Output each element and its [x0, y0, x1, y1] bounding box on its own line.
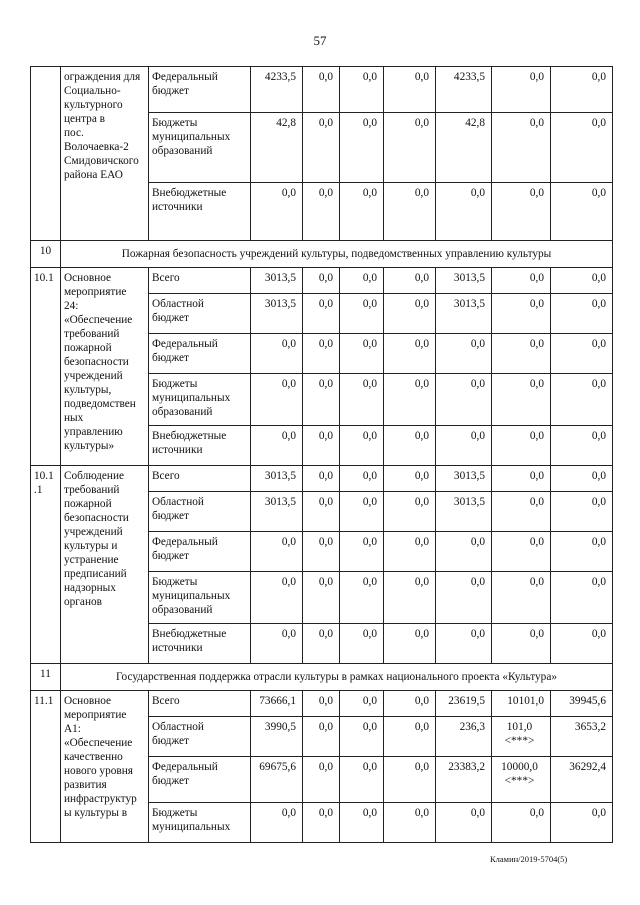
- value-cell: 0,0: [436, 374, 492, 426]
- value-cell: 0,0: [551, 67, 613, 113]
- funding-source-cell: Бюджеты муниципальных образований: [149, 374, 251, 426]
- value-cell: 0,0: [340, 757, 384, 803]
- value-cell: 0,0: [384, 183, 436, 241]
- section-title-cell: Пожарная безопасность учреждений культуры, подведомственных управлению культуры: [61, 241, 613, 268]
- value-cell: 0,0: [551, 334, 613, 374]
- value-cell: 0,0: [384, 67, 436, 113]
- page-number: 57: [313, 33, 327, 48]
- value-cell: 0,0: [251, 572, 303, 624]
- value-cell: 0,0: [303, 757, 340, 803]
- value-cell: 0,0: [436, 803, 492, 843]
- value-cell: 0,0: [551, 532, 613, 572]
- value-cell: 0,0: [340, 532, 384, 572]
- value-cell: 236,3: [436, 717, 492, 757]
- value-cell: 0,0: [303, 334, 340, 374]
- section-row: [31, 664, 613, 691]
- value-cell: 0,0: [384, 492, 436, 532]
- value-cell: 0,0: [303, 268, 340, 294]
- funding-source-cell: Федеральный бюджет: [149, 67, 251, 113]
- value-cell: 23383,2: [436, 757, 492, 803]
- value-cell: 0,0: [303, 492, 340, 532]
- value-cell: 3013,5: [251, 268, 303, 294]
- funding-source-cell: Внебюджетные источники: [149, 183, 251, 241]
- value-cell: 0,0: [492, 624, 551, 664]
- value-cell: 0,0: [551, 183, 613, 241]
- value-cell: 0,0: [551, 572, 613, 624]
- value-cell: 0,0: [303, 466, 340, 492]
- value-cell: 3013,5: [251, 492, 303, 532]
- value-cell: 0,0: [551, 803, 613, 843]
- value-cell: 0,0: [384, 113, 436, 183]
- value-cell: 0,0: [492, 532, 551, 572]
- value-cell: 3013,5: [436, 492, 492, 532]
- value-cell: 39945,6: [551, 691, 613, 717]
- value-cell: 3990,5: [251, 717, 303, 757]
- value-cell: 0,0: [303, 532, 340, 572]
- value-cell: 0,0: [340, 113, 384, 183]
- value-cell: 0,0: [340, 624, 384, 664]
- value-cell: 0,0: [492, 426, 551, 466]
- value-cell: 0,0: [384, 294, 436, 334]
- value-cell: 0,0: [251, 426, 303, 466]
- item-number-cell: 10.1 .1: [31, 466, 61, 664]
- table-row: [31, 67, 613, 113]
- value-cell: 0,0: [551, 624, 613, 664]
- value-cell: 0,0: [384, 374, 436, 426]
- value-cell: 0,0: [303, 183, 340, 241]
- item-number-cell: [31, 67, 61, 241]
- value-cell: 0,0: [551, 268, 613, 294]
- item-title-cell: Основное мероприятие А1: «Обеспечение качественно нового уровня развития инфраструктур ы культуры в: [61, 691, 149, 843]
- value-cell: 3013,5: [251, 294, 303, 334]
- item-number-cell: 10.1: [31, 268, 61, 466]
- value-cell: 0,0: [384, 466, 436, 492]
- value-cell: 0,0: [303, 113, 340, 183]
- value-cell: 0,0: [436, 532, 492, 572]
- value-cell: 0,0: [251, 183, 303, 241]
- value-cell: 0,0: [251, 803, 303, 843]
- funding-source-cell: Всего: [149, 466, 251, 492]
- table-row: [31, 691, 613, 717]
- value-cell: 0,0: [492, 294, 551, 334]
- value-cell: 0,0: [492, 268, 551, 294]
- value-cell: 0,0: [384, 757, 436, 803]
- value-cell: 0,0: [340, 268, 384, 294]
- value-cell: 0,0: [340, 466, 384, 492]
- funding-source-cell: Областной бюджет: [149, 294, 251, 334]
- value-cell: 0,0: [303, 691, 340, 717]
- value-cell: 0,0: [303, 624, 340, 664]
- value-cell: 0,0: [303, 67, 340, 113]
- funding-source-cell: Областной бюджет: [149, 717, 251, 757]
- value-cell: 0,0: [303, 374, 340, 426]
- value-cell: 10000,0 <***>: [492, 757, 551, 803]
- section-title-cell: Государственная поддержка отрасли культуры в рамках национального проекта «Культура»: [61, 664, 613, 691]
- value-cell: 0,0: [384, 803, 436, 843]
- funding-source-cell: Бюджеты муниципальных образований: [149, 572, 251, 624]
- value-cell: 0,0: [384, 426, 436, 466]
- funding-source-cell: Всего: [149, 691, 251, 717]
- value-cell: 0,0: [492, 113, 551, 183]
- value-cell: 3653,2: [551, 717, 613, 757]
- value-cell: 0,0: [551, 294, 613, 334]
- funding-source-cell: Федеральный бюджет: [149, 532, 251, 572]
- value-cell: 3013,5: [436, 294, 492, 334]
- table-row: [31, 268, 613, 294]
- value-cell: 101,0 <***>: [492, 717, 551, 757]
- value-cell: 0,0: [251, 624, 303, 664]
- funding-source-cell: Бюджеты муниципальных образований: [149, 113, 251, 183]
- funding-source-cell: Федеральный бюджет: [149, 334, 251, 374]
- funding-source-cell: Всего: [149, 268, 251, 294]
- value-cell: 0,0: [340, 67, 384, 113]
- value-cell: 3013,5: [436, 268, 492, 294]
- funding-source-cell: Областной бюджет: [149, 492, 251, 532]
- value-cell: 0,0: [551, 492, 613, 532]
- value-cell: 0,0: [384, 624, 436, 664]
- value-cell: 0,0: [384, 717, 436, 757]
- value-cell: 0,0: [340, 803, 384, 843]
- section-number-cell: 10: [31, 241, 61, 268]
- value-cell: 0,0: [340, 691, 384, 717]
- value-cell: 0,0: [492, 572, 551, 624]
- value-cell: 0,0: [303, 426, 340, 466]
- value-cell: 4233,5: [436, 67, 492, 113]
- value-cell: 0,0: [436, 624, 492, 664]
- value-cell: 0,0: [251, 374, 303, 426]
- value-cell: 42,8: [251, 113, 303, 183]
- value-cell: 4233,5: [251, 67, 303, 113]
- item-number-cell: 11.1: [31, 691, 61, 843]
- value-cell: 0,0: [251, 532, 303, 572]
- value-cell: 0,0: [384, 572, 436, 624]
- value-cell: 0,0: [492, 67, 551, 113]
- value-cell: 0,0: [492, 183, 551, 241]
- value-cell: 0,0: [340, 334, 384, 374]
- value-cell: 23619,5: [436, 691, 492, 717]
- value-cell: 0,0: [436, 426, 492, 466]
- value-cell: 0,0: [384, 334, 436, 374]
- value-cell: 0,0: [492, 492, 551, 532]
- value-cell: 0,0: [551, 426, 613, 466]
- funding-source-cell: Внебюджетные источники: [149, 426, 251, 466]
- value-cell: 0,0: [340, 492, 384, 532]
- value-cell: 0,0: [303, 803, 340, 843]
- funding-source-cell: Федеральный бюджет: [149, 757, 251, 803]
- value-cell: 0,0: [436, 183, 492, 241]
- value-cell: 0,0: [340, 374, 384, 426]
- value-cell: 0,0: [492, 803, 551, 843]
- value-cell: 0,0: [492, 466, 551, 492]
- value-cell: 0,0: [551, 113, 613, 183]
- value-cell: 0,0: [340, 572, 384, 624]
- value-cell: 69675,6: [251, 757, 303, 803]
- funding-source-cell: Внебюджетные источники: [149, 624, 251, 664]
- value-cell: 0,0: [384, 532, 436, 572]
- item-title-cell: Основное мероприятие 24: «Обеспечение требований пожарной безопасности учреждений культуры, подведомствен ных управлению культуры»: [61, 268, 149, 466]
- value-cell: 0,0: [384, 691, 436, 717]
- value-cell: 0,0: [436, 572, 492, 624]
- footer-code: Кламин/2019-5704(5): [490, 854, 568, 864]
- value-cell: 3013,5: [436, 466, 492, 492]
- value-cell: 0,0: [340, 294, 384, 334]
- value-cell: 0,0: [340, 717, 384, 757]
- value-cell: 10101,0: [492, 691, 551, 717]
- value-cell: 36292,4: [551, 757, 613, 803]
- value-cell: 73666,1: [251, 691, 303, 717]
- value-cell: 0,0: [303, 572, 340, 624]
- value-cell: 0,0: [492, 334, 551, 374]
- section-row: [31, 241, 613, 268]
- value-cell: 0,0: [303, 717, 340, 757]
- item-title-cell: ограждения для Социально- культурного центра в пос. Волочаевка-2 Смидовичского района ЕАО: [61, 67, 149, 241]
- funding-source-cell: Бюджеты муниципальных: [149, 803, 251, 843]
- value-cell: 0,0: [340, 183, 384, 241]
- value-cell: 0,0: [340, 426, 384, 466]
- table-row: [31, 466, 613, 492]
- value-cell: 0,0: [384, 268, 436, 294]
- section-number-cell: 11: [31, 664, 61, 691]
- value-cell: 0,0: [551, 466, 613, 492]
- value-cell: 3013,5: [251, 466, 303, 492]
- value-cell: 0,0: [303, 294, 340, 334]
- value-cell: 0,0: [551, 374, 613, 426]
- value-cell: 42,8: [436, 113, 492, 183]
- budget-table: [30, 66, 613, 843]
- value-cell: 0,0: [492, 374, 551, 426]
- value-cell: 0,0: [436, 334, 492, 374]
- value-cell: 0,0: [251, 334, 303, 374]
- item-title-cell: Соблюдение требований пожарной безопасности учреждений культуры и устранение предписаний надзорных органов: [61, 466, 149, 664]
